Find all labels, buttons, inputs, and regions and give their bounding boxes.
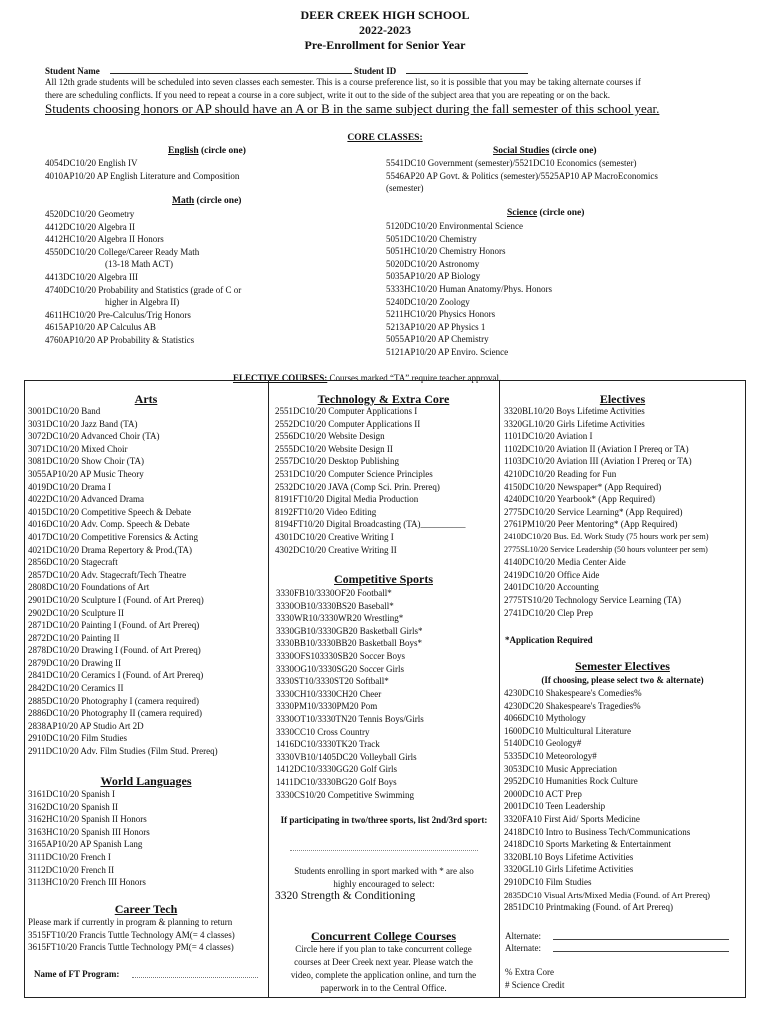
list-item[interactable]: 2761PM10/20 Peer Mentoring* (App Required) bbox=[504, 519, 678, 530]
list-item[interactable]: 4611HC10/20 Pre-Calculus/Trig Honors bbox=[45, 309, 191, 320]
list-item[interactable]: 4550DC10/20 College/Career Ready Math bbox=[45, 246, 200, 257]
list-item[interactable]: 5240DC10/20 Zoology bbox=[386, 296, 470, 307]
list-item[interactable]: 5546AP20 AP Govt. & Politics (semester)/5525AP10 AP MacroEconomics bbox=[386, 170, 658, 181]
honors-notice: Students choosing honors or AP should have an A or B in the same subject during the fall semester of this school year. bbox=[45, 101, 660, 116]
list-item[interactable]: 3330CC10 Cross Country bbox=[276, 726, 370, 737]
list-item[interactable]: 3330CH10/3330CH20 Cheer bbox=[276, 688, 382, 699]
list-item[interactable]: 5051HC10/20 Chemistry Honors bbox=[386, 246, 506, 257]
world-languages-heading: World Languages bbox=[100, 774, 192, 788]
star-note-line-1: Students enrolling in sport marked with * are also bbox=[294, 866, 474, 876]
alternate-1-field[interactable] bbox=[553, 939, 729, 940]
alternate-1-label: Alternate: bbox=[505, 931, 541, 941]
concurrent-line-3: video, complete the application online, and turn the bbox=[290, 970, 477, 980]
list-item[interactable]: 3330BB10/3330BB20 Basketball Boys* bbox=[276, 638, 423, 649]
list-item[interactable]: 4140DC10/20 Media Center Aide bbox=[504, 557, 626, 568]
arts-heading: Arts bbox=[134, 392, 158, 406]
list-item[interactable]: 3072DC10/20 Advanced Choir (TA) bbox=[28, 431, 160, 442]
social-studies-heading-note: (circle one) bbox=[549, 146, 597, 156]
list-item[interactable]: 2835DC10 Visual Arts/Mixed Media (Found. of Art Prereq) bbox=[504, 889, 711, 900]
list-item[interactable]: 4016DC10/20 Adv. Comp. Speech & Debate bbox=[28, 519, 190, 530]
technology-list bbox=[275, 405, 466, 556]
social-studies-heading bbox=[493, 146, 597, 156]
list-item[interactable]: 5121AP10/20 AP Enviro. Science bbox=[386, 346, 509, 357]
list-item[interactable]: 2775SL10/20 Service Leadership (50 hours volunteer per sem) bbox=[504, 544, 708, 554]
list-item[interactable]: 2418DC10 Sports Marketing & Entertainment bbox=[504, 839, 671, 850]
list-item[interactable]: 5035AP10/20 AP Biology bbox=[386, 271, 481, 282]
list-item[interactable]: 4412HC10/20 Algebra II Honors bbox=[45, 234, 164, 245]
list-item[interactable]: 3330WR10/3330WR20 Wrestling* bbox=[276, 613, 404, 624]
list-item[interactable]: 3330OB10/3330BS20 Baseball* bbox=[276, 600, 394, 611]
core-classes-title bbox=[0, 133, 770, 143]
list-item[interactable]: 4413DC10/20 Algebra III bbox=[45, 271, 138, 282]
list-item[interactable]: 2418DC10 Intro to Business Tech/Communications bbox=[504, 826, 691, 837]
list-item[interactable]: 3320BL10/20 Boys Lifetime Activities bbox=[504, 406, 645, 416]
list-item: higher in Algebra II) bbox=[105, 297, 180, 308]
list-item[interactable]: 2401DC10/20 Accounting bbox=[504, 582, 599, 593]
student-id-label: Student ID bbox=[354, 66, 397, 76]
list-item[interactable]: 2555DC10/20 Website Design II bbox=[275, 443, 393, 454]
list-item[interactable]: 1412DC10/3330GG20 Golf Girls bbox=[276, 764, 397, 775]
science-heading-text: Science bbox=[507, 208, 538, 218]
list-item[interactable]: 4019DC10/20 Drama I bbox=[28, 481, 111, 492]
list-item[interactable]: 2000DC10 ACT Prep bbox=[504, 788, 582, 799]
school-year: 2022-2023 bbox=[359, 23, 411, 37]
list-item[interactable]: 3031DC10/20 Jazz Band (TA) bbox=[28, 418, 138, 429]
list-item[interactable]: 3165AP10/20 AP Spanish Lang bbox=[28, 839, 143, 850]
list-item[interactable]: 2910DC10/20 Film Studies bbox=[28, 733, 128, 744]
list-item[interactable]: 3071DC10/20 Mixed Choir bbox=[28, 443, 128, 454]
list-item[interactable]: 4240DC10/20 Yearbook* (App Required) bbox=[504, 494, 655, 505]
list-item[interactable]: 2419DC10/20 Office Aide bbox=[504, 569, 600, 580]
list-item[interactable]: 2902DC10/20 Sculpture II bbox=[28, 607, 124, 618]
concurrent-line-1: Circle here if you plan to take concurrent college bbox=[295, 944, 472, 954]
list-item[interactable]: 2531DC10/20 Computer Science Principles bbox=[275, 468, 433, 479]
science-heading-note: (circle one) bbox=[537, 208, 585, 218]
math-list bbox=[45, 208, 241, 347]
list-item[interactable]: 2842DC10/20 Ceramics II bbox=[28, 683, 124, 694]
electives-list bbox=[504, 405, 709, 619]
career-tech-list bbox=[28, 916, 235, 954]
multi-sport-note: If participating in two/three sports, list 2nd/3rd sport: bbox=[280, 815, 488, 825]
list-item[interactable]: 2741DC10/20 Clep Prep bbox=[504, 607, 593, 618]
list-item[interactable]: 3320FA10 First Aid/ Sports Medicine bbox=[504, 813, 640, 824]
list-item[interactable]: 2878DC10/20 Drawing I (Found. of Art Prereq) bbox=[28, 645, 201, 656]
list-item[interactable]: 3330VB10/1405DC20 Volleyball Girls bbox=[276, 751, 417, 762]
list-item[interactable]: 8192FT10/20 Video Editing bbox=[275, 506, 377, 517]
application-required-note: *Application Required bbox=[505, 635, 593, 645]
list-item[interactable]: 2775DC10/20 Service Learning* (App Required) bbox=[504, 506, 683, 517]
list-item[interactable]: 2879DC10/20 Drawing II bbox=[28, 657, 121, 668]
list-item[interactable]: 4301DC10/20 Creative Writing I bbox=[275, 531, 394, 542]
list-item[interactable]: 3330GB10/3330GB20 Basketball Girls* bbox=[276, 625, 423, 636]
math-heading-note: (circle one) bbox=[194, 196, 242, 206]
list-item[interactable]: 4740DC10/20 Probability and Statistics (grade of C or bbox=[45, 284, 242, 295]
list-item[interactable]: 3330OT10/3330TN20 Tennis Boys/Girls bbox=[276, 713, 424, 724]
list-item[interactable]: 4054DC10/20 English IV bbox=[45, 158, 138, 168]
arts-list bbox=[28, 405, 218, 758]
list-item[interactable]: 4760AP10/20 AP Probability & Statistics bbox=[45, 334, 195, 345]
list-item[interactable]: 3162HC10/20 Spanish II Honors bbox=[28, 814, 147, 825]
list-item[interactable]: 5213AP10/20 AP Physics 1 bbox=[386, 321, 486, 332]
world-languages-list bbox=[28, 788, 150, 889]
list-item[interactable]: 2871DC10/20 Painting I (Found. of Art Prereq) bbox=[28, 620, 200, 631]
list-item[interactable]: 3053DC10 Music Appreciation bbox=[504, 763, 617, 774]
concurrent-line-2: courses at Deer Creek next year. Please watch the bbox=[294, 957, 473, 967]
list-item[interactable]: 2886DC10/20 Photography II (camera required) bbox=[28, 708, 202, 719]
list-item[interactable]: 2851DC10 Printmaking (Found. of Art Prereq) bbox=[504, 902, 673, 913]
list-item[interactable]: 4230DC10 Shakespeare's Comedies% bbox=[504, 688, 642, 698]
alternate-2-label: Alternate: bbox=[505, 943, 541, 953]
list-item[interactable]: 1101DC10/20 Aviation I bbox=[504, 431, 593, 442]
list-item[interactable]: 8191FT10/20 Digital Media Production bbox=[275, 494, 419, 505]
ft-program-field[interactable] bbox=[132, 977, 258, 978]
sports-list bbox=[276, 587, 424, 801]
list-item[interactable]: 4210DC10/20 Reading for Fun bbox=[504, 468, 617, 479]
english-heading-text: English bbox=[168, 146, 199, 156]
list-item[interactable]: 1600DC10 Multicultural Literature bbox=[504, 725, 631, 736]
list-item[interactable]: 3320BL10 Boys Lifetime Activities bbox=[504, 851, 634, 862]
math-heading-text: Math bbox=[172, 196, 195, 206]
concurrent-heading[interactable]: Concurrent College Courses bbox=[310, 929, 457, 943]
multi-sport-field[interactable] bbox=[290, 850, 478, 851]
list-item[interactable]: 3055AP10/20 AP Music Theory bbox=[28, 468, 144, 479]
list-item[interactable]: 3330OFS103330SB20 Soccer Boys bbox=[276, 650, 406, 661]
list-item[interactable]: 5020DC10/20 Astronomy bbox=[386, 258, 480, 269]
list-item[interactable]: 3615FT10/20 Francis Tuttle Technology PM(= 4 classes) bbox=[28, 942, 234, 953]
list-item[interactable]: 3112DC10/20 French II bbox=[28, 864, 115, 875]
list-item[interactable]: 2557DC10/20 Desktop Publishing bbox=[275, 456, 400, 467]
english-heading-note: (circle one) bbox=[198, 146, 246, 156]
list-item[interactable]: 3113HC10/20 French III Honors bbox=[28, 877, 146, 888]
star-note-line-2: highly encouraged to select: bbox=[333, 879, 435, 889]
science-heading bbox=[507, 208, 584, 218]
list-item[interactable]: 2952DC10 Humanities Rock Culture bbox=[504, 776, 638, 787]
list-item[interactable]: 8194FT10/20 Digital Broadcasting (TA)__________ bbox=[275, 519, 466, 530]
list-item[interactable]: 3330OG10/3330SG20 Soccer Girls bbox=[276, 663, 404, 674]
list-item[interactable]: 2841DC10/20 Ceramics I (Found. of Art Prereq) bbox=[28, 670, 204, 681]
list-item[interactable]: 3330ST10/3330ST20 Softball* bbox=[276, 676, 389, 687]
list-item: (13-18 Math ACT) bbox=[105, 259, 173, 270]
social-studies-list bbox=[386, 157, 658, 195]
list-item[interactable]: 3330CS10/20 Competitive Swimming bbox=[276, 789, 415, 800]
electives-heading: Electives bbox=[599, 392, 646, 406]
list-item[interactable]: 5541DC10 Government (semester)/5521DC10 Economics (semester) bbox=[386, 158, 637, 168]
career-tech-heading: Career Tech bbox=[114, 902, 178, 916]
core-classes-title-text: CORE CLASSES: bbox=[347, 133, 423, 143]
sports-heading: Competitive Sports bbox=[334, 572, 433, 586]
list-item[interactable]: 2532DC10/20 JAVA (Comp Sci. Prin. Prereq) bbox=[275, 481, 440, 492]
list-item[interactable]: 4017DC10/20 Competitive Forensics & Acting bbox=[28, 531, 198, 542]
list-item[interactable]: 2556DC10/20 Website Design bbox=[275, 431, 385, 442]
list-item[interactable]: 4150DC10/20 Newspaper* (App Required) bbox=[504, 481, 662, 492]
intro-line-2: there are scheduling conflicts. If you need to repeat a course in a core subject, write it out to the side of the subject area that you are repeating or on the back. bbox=[45, 90, 611, 100]
science-credit-legend: # Science Credit bbox=[505, 980, 565, 990]
list-item[interactable]: 5211HC10/20 Physics Honors bbox=[386, 309, 496, 320]
list-item[interactable]: 2001DC10 Teen Leadership bbox=[504, 801, 606, 812]
list-item[interactable]: 1411DC10/3330BG20 Golf Boys bbox=[276, 776, 397, 787]
list-item[interactable]: 4010AP10/20 AP English Literature and Composition bbox=[45, 170, 240, 181]
semester-electives-subheading: (If choosing, please select two & alternate) bbox=[541, 675, 704, 685]
extra-core-legend: % Extra Core bbox=[505, 967, 554, 977]
list-item[interactable]: 5140DC10 Geology# bbox=[504, 738, 582, 749]
alternate-2-field[interactable] bbox=[553, 951, 729, 952]
list-item[interactable]: 3330FB10/3330OF20 Football* bbox=[276, 588, 392, 598]
list-item[interactable]: 4066DC10 Mythology bbox=[504, 713, 586, 724]
elective-courses-note: Courses marked “TA” require teacher approval. bbox=[327, 373, 502, 383]
list-item[interactable]: 2911DC10/20 Adv. Film Studies (Film Stud. Prereq) bbox=[28, 746, 218, 757]
list-item[interactable]: 1103DC10/20 Aviation III (Aviation I Prereq or TA) bbox=[504, 456, 692, 467]
list-item[interactable]: 3163HC10/20 Spanish III Honors bbox=[28, 826, 150, 837]
list-item[interactable]: 3161DC10/20 Spanish I bbox=[28, 789, 116, 799]
student-name-field[interactable] bbox=[110, 73, 352, 74]
list-item[interactable]: 5333HC10/20 Human Anatomy/Phys. Honors bbox=[386, 283, 553, 294]
form-title: Pre-Enrollment for Senior Year bbox=[304, 38, 466, 52]
list-item[interactable]: 4615AP10/20 AP Calculus AB bbox=[45, 322, 156, 333]
list-item[interactable]: 5051DC10/20 Chemistry bbox=[386, 233, 477, 244]
list-item[interactable]: 2410DC10/20 Bus. Ed. Work Study (75 hours work per sem) bbox=[504, 531, 709, 541]
list-item[interactable]: 3330PM10/3330PM20 Pom bbox=[276, 701, 378, 712]
list-item[interactable]: 2857DC10/20 Adv. Stagecraft/Tech Theatre bbox=[28, 569, 187, 580]
list-item[interactable]: 4022DC10/20 Advanced Drama bbox=[28, 494, 144, 505]
list-item[interactable]: 3320GL10 Girls Lifetime Activities bbox=[504, 864, 634, 875]
semester-electives-heading: Semester Electives bbox=[575, 659, 670, 673]
list-item[interactable]: 2775TS10/20 Technology Service Learning (TA) bbox=[504, 594, 681, 605]
list-item[interactable]: 4520DC10/20 Geometry bbox=[45, 209, 135, 219]
list-item[interactable]: 4302DC10/20 Creative Writing II bbox=[275, 544, 397, 555]
list-item[interactable]: 2910DC10 Film Studies bbox=[504, 876, 592, 887]
list-item[interactable]: 2552DC10/20 Computer Applications II bbox=[275, 418, 421, 429]
english-heading bbox=[168, 146, 246, 156]
semester-electives-list bbox=[504, 687, 710, 914]
column-divider bbox=[268, 380, 269, 998]
elective-courses-title-text: ELECTIVE COURSES: bbox=[233, 373, 328, 383]
list-item[interactable]: 5120DC10/20 Environmental Science bbox=[386, 221, 523, 231]
technology-heading: Technology & Extra Core bbox=[317, 392, 450, 406]
list-item[interactable]: 4412DC10/20 Algebra II bbox=[45, 221, 135, 232]
science-list bbox=[386, 220, 552, 359]
list-item[interactable]: 5335DC10 Meteorology# bbox=[504, 750, 597, 761]
list-item[interactable]: 5055AP10/20 AP Chemistry bbox=[386, 334, 489, 345]
list-item[interactable]: 2872DC10/20 Painting II bbox=[28, 632, 120, 643]
list-item[interactable]: 4015DC10/20 Competitive Speech & Debate bbox=[28, 506, 191, 517]
list-item[interactable]: 3081DC10/20 Show Choir (TA) bbox=[28, 456, 145, 467]
list-item[interactable]: 1416DC10/3330TK20 Track bbox=[276, 739, 380, 750]
list-item[interactable]: 3001DC10/20 Band bbox=[28, 406, 101, 416]
list-item[interactable]: 3515FT10/20 Francis Tuttle Technology AM(= 4 classes) bbox=[28, 929, 235, 940]
school-name: DEER CREEK HIGH SCHOOL bbox=[300, 8, 470, 22]
list-item[interactable]: 3320GL10/20 Girls Lifetime Activities bbox=[504, 418, 645, 429]
list-item[interactable]: 3162DC10/20 Spanish II bbox=[28, 801, 118, 812]
list-item[interactable]: 2885DC10/20 Photography I (camera required) bbox=[28, 695, 199, 706]
list-item: (semester) bbox=[386, 183, 424, 194]
list-item[interactable]: 2856DC10/20 Stagecraft bbox=[28, 557, 118, 568]
english-list bbox=[45, 157, 239, 182]
strength-conditioning-option[interactable]: 3320 Strength & Conditioning bbox=[275, 890, 416, 902]
list-item[interactable]: 4021DC10/20 Drama Repertory & Prod.(TA) bbox=[28, 544, 192, 555]
concurrent-line-4: paperwork in to the Central Office. bbox=[320, 983, 447, 993]
student-name-label: Student Name bbox=[45, 66, 100, 76]
list-item[interactable]: 2551DC10/20 Computer Applications I bbox=[275, 406, 418, 416]
student-id-field[interactable] bbox=[406, 73, 528, 74]
list-item[interactable]: 1102DC10/20 Aviation II (Aviation I Prereq or TA) bbox=[504, 443, 689, 454]
math-heading bbox=[172, 196, 241, 206]
intro-line-1: All 12th grade students will be scheduled into seven classes each semester. This is a course preference list, so it is possible that you may be taking alternate courses if bbox=[45, 77, 641, 87]
social-studies-heading-text: Social Studies bbox=[493, 146, 550, 156]
list-item[interactable]: 4230DC20 Shakespeare's Tragedies% bbox=[504, 700, 641, 711]
column-divider bbox=[499, 380, 500, 998]
list-item[interactable]: 2838AP10/20 AP Studio Art 2D bbox=[28, 720, 144, 731]
ft-program-label: Name of FT Program: bbox=[34, 969, 120, 979]
career-tech-note: Please mark if currently in program & planning to return bbox=[28, 917, 233, 927]
list-item[interactable]: 2901DC10/20 Sculpture I (Found. of Art Prereq) bbox=[28, 594, 204, 605]
list-item[interactable]: 2808DC10/20 Foundations of Art bbox=[28, 582, 150, 593]
list-item[interactable]: 3111DC10/20 French I bbox=[28, 851, 111, 862]
